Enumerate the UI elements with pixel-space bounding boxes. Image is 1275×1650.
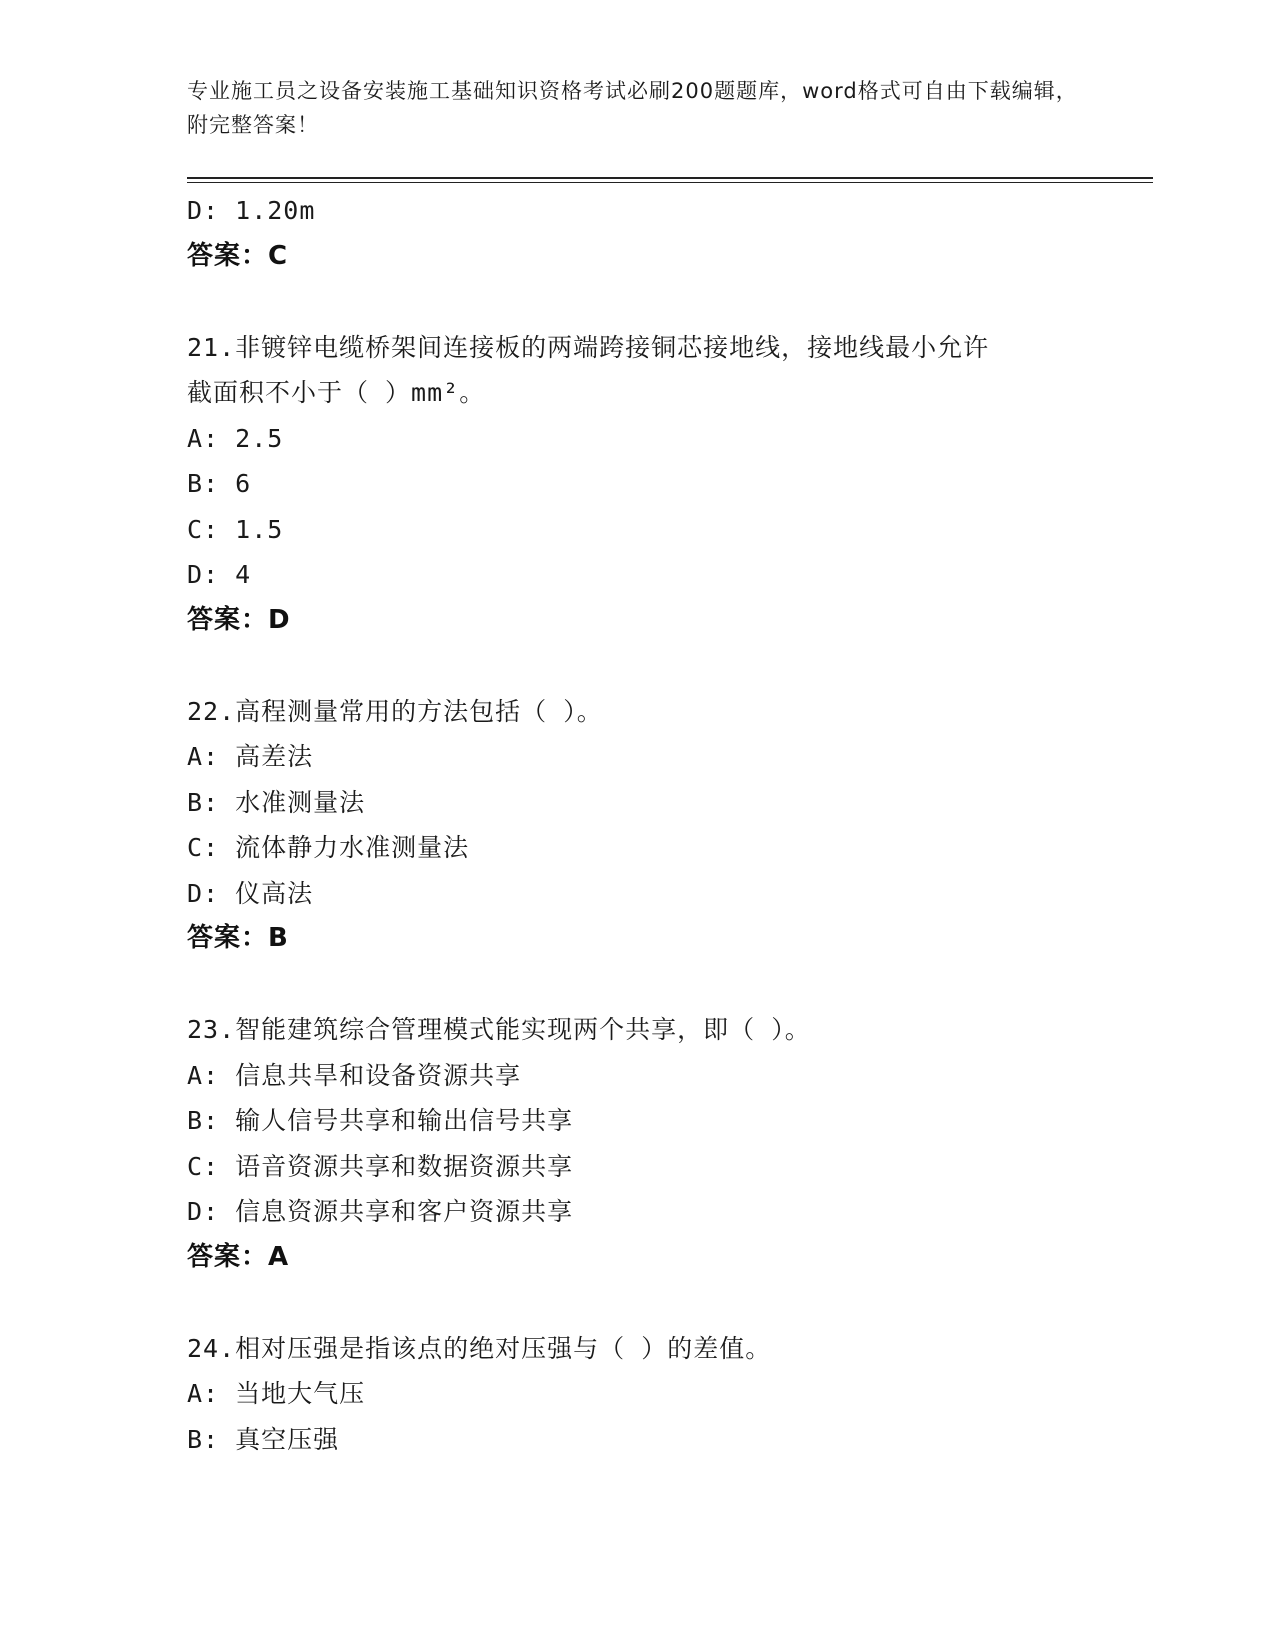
question-22-answer: 答案：B [187,923,289,953]
question-23-option-d: D: 信息资源共享和客户资源共享 [187,1197,574,1226]
question-21-text-line2: 截面积不小于（ ）mm²。 [187,378,486,407]
spacer [187,279,1153,325]
question-24-option-b: B: 真空压强 [187,1424,340,1454]
option-d: D: 1.20m [187,196,316,225]
question-22-option-d: D: 仪高法 [187,878,314,908]
question-23-answer: 答案：A [187,1241,290,1272]
question-23-option-b: B: 输人信号共享和输出信号共享 [187,1106,574,1135]
question-21-option-a: A: 2.5 [187,423,284,453]
question-21-option-d: D: 4 [187,560,252,589]
question-24-option-a: A: 当地大气压 [187,1379,366,1408]
question-21-option-c: C: 1.5 [187,514,284,544]
question-23-option-a: A: 信息共旱和设备资源共享 [187,1060,522,1090]
spacer [187,1280,1153,1326]
page-header-title: 专业施工员之设备安装施工基础知识资格考试必刷200题题库，word格式可自由下载编辑，附完整答案！ [187,79,1078,137]
answer-label: 答案：C [187,240,289,271]
question-23-option-c: C: 语音资源共享和数据资源共享 [187,1151,574,1181]
question-21-text-line1: 21.非镀锌电缆桥架间连接板的两端跨接铜芯接地线，接地线最小允许 [187,332,990,362]
question-22-option-a: A: 高差法 [187,742,314,771]
question-23-text: 23.智能建筑综合管理模式能实现两个共享，即（ ）。 [187,1015,811,1044]
spacer [187,643,1153,689]
spacer [187,962,1153,1008]
header-divider-thin [187,182,1153,183]
question-22-option-b: B: 水准测量法 [187,787,366,817]
question-22-text: 22.高程测量常用的方法包括（ ）。 [187,696,603,726]
header-divider-thick [187,177,1153,179]
question-21-option-b: B: 6 [187,469,252,498]
question-content [187,188,1153,1462]
question-21-answer: 答案：D [187,604,291,635]
question-24-text: 24.相对压强是指该点的绝对压强与（ ）的差值。 [187,1333,772,1363]
question-22-option-c: C: 流体静力水准测量法 [187,833,470,862]
